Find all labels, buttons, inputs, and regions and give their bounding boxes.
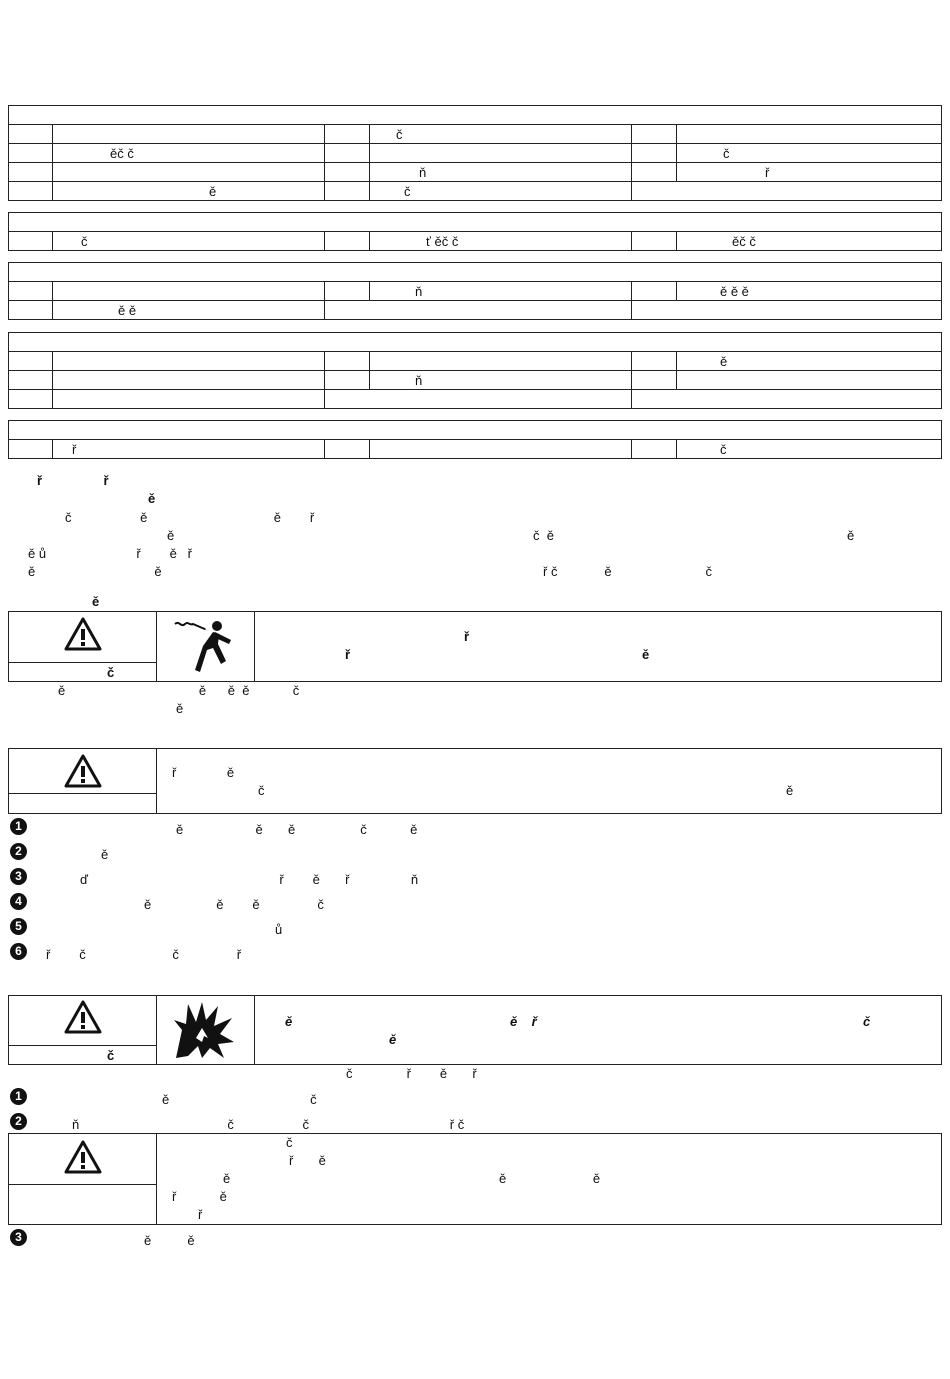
warning-label-cell — [9, 612, 157, 681]
warning-label-cell — [9, 1134, 157, 1224]
warning-text: ě — [285, 1014, 293, 1029]
table-row — [9, 301, 941, 319]
warning-box-explosion — [8, 995, 942, 1065]
step-number: 1 — [10, 1088, 27, 1105]
table-header — [9, 213, 941, 232]
warning-text: ř ě — [289, 1153, 326, 1168]
step-number: 4 — [10, 893, 27, 910]
table-cell: ň — [419, 165, 427, 180]
body-text-line: ě — [176, 701, 184, 716]
warning-text: č — [286, 1135, 293, 1150]
warning-label-cell — [9, 749, 157, 813]
warning-text: ě ř — [510, 1014, 537, 1029]
warning-label-cell — [9, 996, 157, 1064]
warning-box-caution — [8, 748, 942, 814]
spec-table-4 — [8, 332, 942, 409]
table-cell: ě — [209, 184, 217, 199]
warning-text: ě — [642, 647, 650, 662]
body-text-line: č ě — [533, 528, 554, 543]
table-cell: ř — [765, 165, 770, 180]
list-item: ě č — [162, 1092, 317, 1107]
body-text-line: ě — [167, 528, 175, 543]
table-header — [9, 106, 941, 125]
step-number: 3 — [10, 1229, 27, 1246]
list-item: ď ř ě ř ň — [80, 872, 419, 887]
section-subheading: ě — [148, 491, 156, 506]
section-heading: ř ř — [37, 473, 109, 488]
table-cell: ěč č — [732, 234, 756, 249]
table-cell: ř — [72, 442, 77, 457]
warning-text: ř ě — [172, 1189, 227, 1204]
electric-shock-icon — [173, 618, 237, 676]
table-header — [9, 263, 941, 282]
warning-label: č — [107, 665, 115, 680]
warning-box-note — [8, 1133, 942, 1225]
table-row — [9, 163, 941, 182]
warning-pictogram-cell — [156, 612, 255, 681]
list-item: ů — [275, 922, 283, 937]
step-number: 6 — [10, 943, 27, 960]
warning-triangle-icon — [64, 1140, 102, 1174]
table-cell: ě — [720, 354, 728, 369]
warning-text: č — [863, 1014, 871, 1029]
list-item: ě ě ě č — [144, 897, 324, 912]
spec-table-3 — [8, 262, 942, 320]
warning-triangle-icon — [64, 754, 102, 788]
step-number: 3 — [10, 868, 27, 885]
warning-text: ě — [786, 783, 794, 798]
body-text-line: ě ů ř ě ř — [28, 546, 192, 561]
body-text-line: č ř ě ř — [346, 1066, 477, 1081]
step-number: 1 — [10, 818, 27, 835]
table-cell: č — [81, 234, 88, 249]
step-number: 2 — [10, 1113, 27, 1130]
warning-text: ř — [464, 629, 470, 644]
table-row — [9, 371, 941, 390]
table-cell: č — [720, 442, 727, 457]
table-cell: ň — [415, 284, 423, 299]
table-row — [9, 352, 941, 371]
body-text-line: ě ě ě ě č — [58, 683, 300, 698]
table-header — [9, 333, 941, 352]
table-row — [9, 282, 941, 301]
warning-triangle-icon — [64, 617, 102, 651]
table-row — [9, 232, 941, 250]
list-item: ř č č ř — [46, 947, 242, 962]
warning-box-electric — [8, 611, 942, 682]
warning-pictogram-cell — [156, 996, 255, 1064]
spec-table-5 — [8, 420, 942, 459]
table-row — [9, 144, 941, 163]
table-cell: ěč č — [110, 146, 134, 161]
body-text-line: ě — [847, 528, 855, 543]
warning-text: ě — [223, 1171, 231, 1186]
table-cell: ň — [415, 373, 423, 388]
warning-text: č — [258, 783, 265, 798]
list-item: ě ě — [144, 1233, 195, 1248]
warning-label: č — [107, 1048, 115, 1063]
table-cell: ť ěč č — [426, 234, 459, 249]
table-row — [9, 182, 941, 200]
warning-triangle-icon — [64, 1000, 102, 1034]
list-item: ň č č ř č — [72, 1117, 465, 1132]
list-item: ě ě ě č ě — [176, 822, 418, 837]
step-number: 5 — [10, 918, 27, 935]
table-cell: ě ě — [118, 303, 137, 318]
spec-table-1 — [8, 105, 942, 201]
body-text-line: ě ě — [28, 564, 162, 579]
table-cell: č — [396, 127, 403, 142]
table-header — [9, 421, 941, 440]
table-cell: č — [404, 184, 411, 199]
step-number: 2 — [10, 843, 27, 860]
table-cell: č — [723, 146, 730, 161]
warning-text: ř — [345, 647, 351, 662]
warning-text: ř — [198, 1207, 203, 1222]
list-item: ě — [101, 847, 109, 862]
table-row — [9, 440, 941, 458]
explosion-icon — [172, 1000, 236, 1060]
body-text-line: č ě ě ř — [65, 510, 315, 525]
warning-text: ě — [389, 1032, 397, 1047]
warning-text: ě ě — [499, 1171, 601, 1186]
warning-heading: ě — [92, 594, 100, 609]
spec-table-2 — [8, 212, 942, 251]
table-row — [9, 390, 941, 408]
table-cell: ě ě ě — [720, 284, 749, 299]
table-row — [9, 125, 941, 144]
body-text-line: ř č ě č — [543, 564, 713, 579]
warning-text: ř ě — [172, 765, 235, 780]
